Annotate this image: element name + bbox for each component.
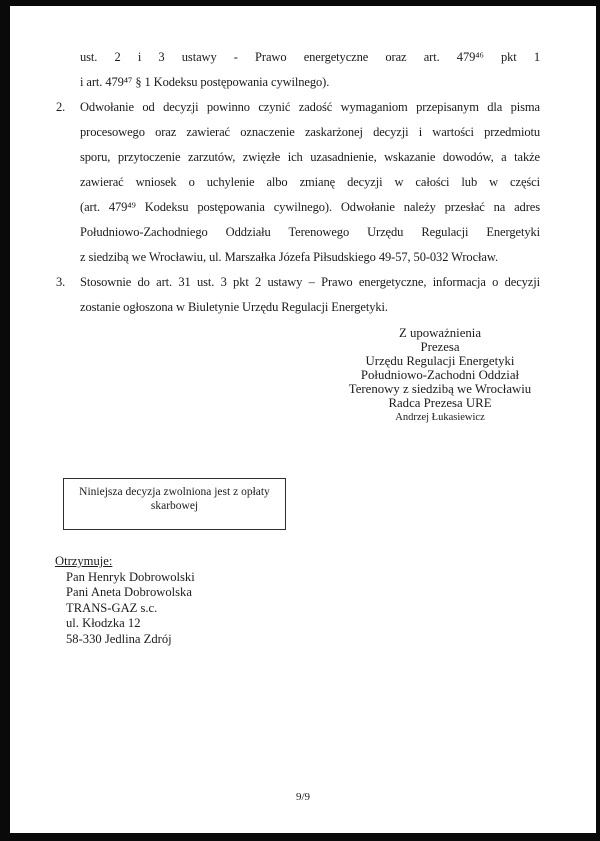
text-line: zostanie ogłoszona w Biuletynie Urzędu Regulacji Energetyki. [80,300,388,314]
signer-name: Andrzej Łukasiewicz [395,412,485,423]
text-line: i art. 479⁴⁷ § 1 Kodeksu postępowania cywilnego). [80,75,330,89]
recipient-line: 58-330 Jedlina Zdrój [66,631,172,646]
appeal-instructions-list [56,45,540,320]
text-line: Odwołanie od decyzji powinno czynić zadość wymaganiom przepisanym dla pisma [80,100,540,114]
text-line: zawierać wniosek o uchylenie albo zmianę decyzji w całości lub w części [80,175,540,189]
signature-block [332,326,548,424]
list-item-text [80,270,540,320]
text-line: procesowego oraz zawierać oznaczenie zaskarżonej decyzji i wartości przedmiotu [80,125,540,139]
recipient-line: TRANS-GAZ s.c. [66,600,158,615]
list-item-2 [56,95,540,270]
recipients-list [66,570,195,648]
stamp-text [64,485,285,513]
text-line: Niniejsza decyzja zwolniona jest z opłaty [79,486,270,498]
recipient-line: ul. Kłodzka 12 [66,616,141,630]
signature-line: Terenowy z siedzibą we Wrocławiu [348,382,532,396]
document-page [10,6,596,833]
text-line: Południowo-Zachodniego Oddziału Terenowego Urzędu Regulacji Energetyki [80,225,540,239]
list-item-continuation [56,45,540,95]
fee-exemption-stamp-box [63,478,286,530]
text-line: ust. 2 i 3 ustawy - Prawo energetyczne oraz art. 479⁴⁶ pkt 1 [80,50,540,64]
text-line: (art. 479⁴⁹ Kodeksu postępowania cywilnego). Odwołanie należy przesłać na adres [80,200,540,214]
list-item-3 [56,270,540,320]
list-item-text [80,45,540,95]
text-line: skarbowej [150,500,199,512]
signature-line: Urzędu Regulacji Energetyki [365,354,515,368]
recipient-line: Pani Aneta Dobrowolska [66,585,192,599]
text-line: sporu, przytoczenie zarzutów, zwięzłe ich uzasadnienie, wskazanie dowodów, a także [80,150,540,164]
page-number: 9/9 [295,791,311,803]
list-item-text [80,95,540,270]
text-line: z siedzibą we Wrocławiu, ul. Marszałka Józefa Piłsudskiego 49-57, 50-032 Wrocław. [80,250,498,264]
signature-line: Prezesa [420,340,460,354]
text-line: Stosownie do art. 31 ust. 3 pkt 2 ustawy – Prawo energetyczne, informacja o decyzji [80,275,540,289]
recipients-heading: Otrzymuje: [55,554,113,568]
list-number: 2. [56,100,66,114]
list-number: 3. [56,275,66,289]
recipients-block [55,554,195,647]
signature-line: Z upoważnienia [398,326,482,340]
signature-line: Radca Prezesa URE [388,396,492,410]
signature-line: Południowo-Zachodni Oddział [360,368,520,382]
list-number [56,45,80,95]
recipient-line: Pan Henryk Dobrowolski [66,569,195,584]
